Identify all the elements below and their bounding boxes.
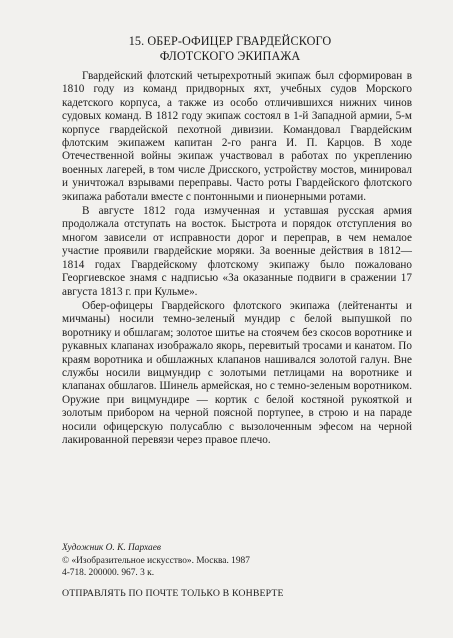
page-title — [40, 34, 420, 64]
body-text — [62, 70, 412, 448]
catalog-line: 4-718. 200000. 967. 3 к. — [62, 567, 155, 578]
paragraph-2: В августе 1812 года измученная и уставшая русская армия продолжала отступать на восток. Быстрота и порядок отступления во многом зависели от исправности дорог и переправ, в чем немалое участие проявили гвардейские моряки. За военные действия в 1812—1814 годах Гвардейскому флотскому экипажу было пожаловано Георгиевское знамя с надписью «За оказанные подвиги в сражении 17 августа 1813 г. при Кульме». — [62, 205, 412, 298]
artist-credit — [62, 543, 362, 554]
credits — [62, 543, 362, 579]
title-line-1: 15. ОБЕР-ОФИЦЕР ГВАРДЕЙСКОГО — [128, 34, 332, 48]
artist-label: Художник — [62, 543, 104, 553]
paragraph-3: Обер-офицеры Гвардейского флотского экипажа (лейтенанты и мичманы) носили темно-зеленый мундир с белой выпушкой по воротнику и обшлагам; золотое шитье на стоячем без скосов воротнике и рукавных клапанах изображало якорь, перевитый тросами и канатом. По краям воротника и обшлажных клапанов нашивался золотой галун. Вне службы носили вицмундир с золотыми петлицами на воротнике и клапанах обшлагов. Шинель армейская, но с темно-зеленым воротником. Оружие при вицмундире — кортик с белой костяной рукояткой и золотым прибором на черной поясной портупее, в строю и на параде носили офицерскую полусаблю с вызолоченным эфесом на черной лакированной перевязи через правое плечо. — [62, 299, 412, 446]
mail-instruction: ОТПРАВЛЯТЬ ПО ПОЧТЕ ТОЛЬКО В КОНВЕРТЕ — [62, 588, 284, 599]
paragraph-1: Гвардейский флотский четырехротный экипаж был сформирован в 1810 году из команд придворных яхт, учебных судов Морского кадетского корпуса, а также из особо отличившихся нижних чинов судовых команд. В 1812 году экипаж состоял в 1-й Западной армии, 5-м корпусе гвардейской пехотной дивизии. Командовал Гвардейским флотским экипажем капитан 2-го ранга И. П. Карцов. В ходе Отечественной войны экипаж участвовал в работах по укреплению военных лагерей, в том числе Дрисского, устройству мостов, минировал и уничтожал взрывами переправы. Часто роты Гвардейского флотского экипажа работали вместе с понтонными и пионерными ротами. — [62, 70, 412, 203]
copyright-line: © «Изобразительное искусство». Москва. 1987 — [62, 556, 250, 567]
title-line-2: ФЛОТСКОГО ЭКИПАЖА — [159, 49, 301, 63]
artist-name: О. К. Пархаев — [105, 543, 161, 553]
